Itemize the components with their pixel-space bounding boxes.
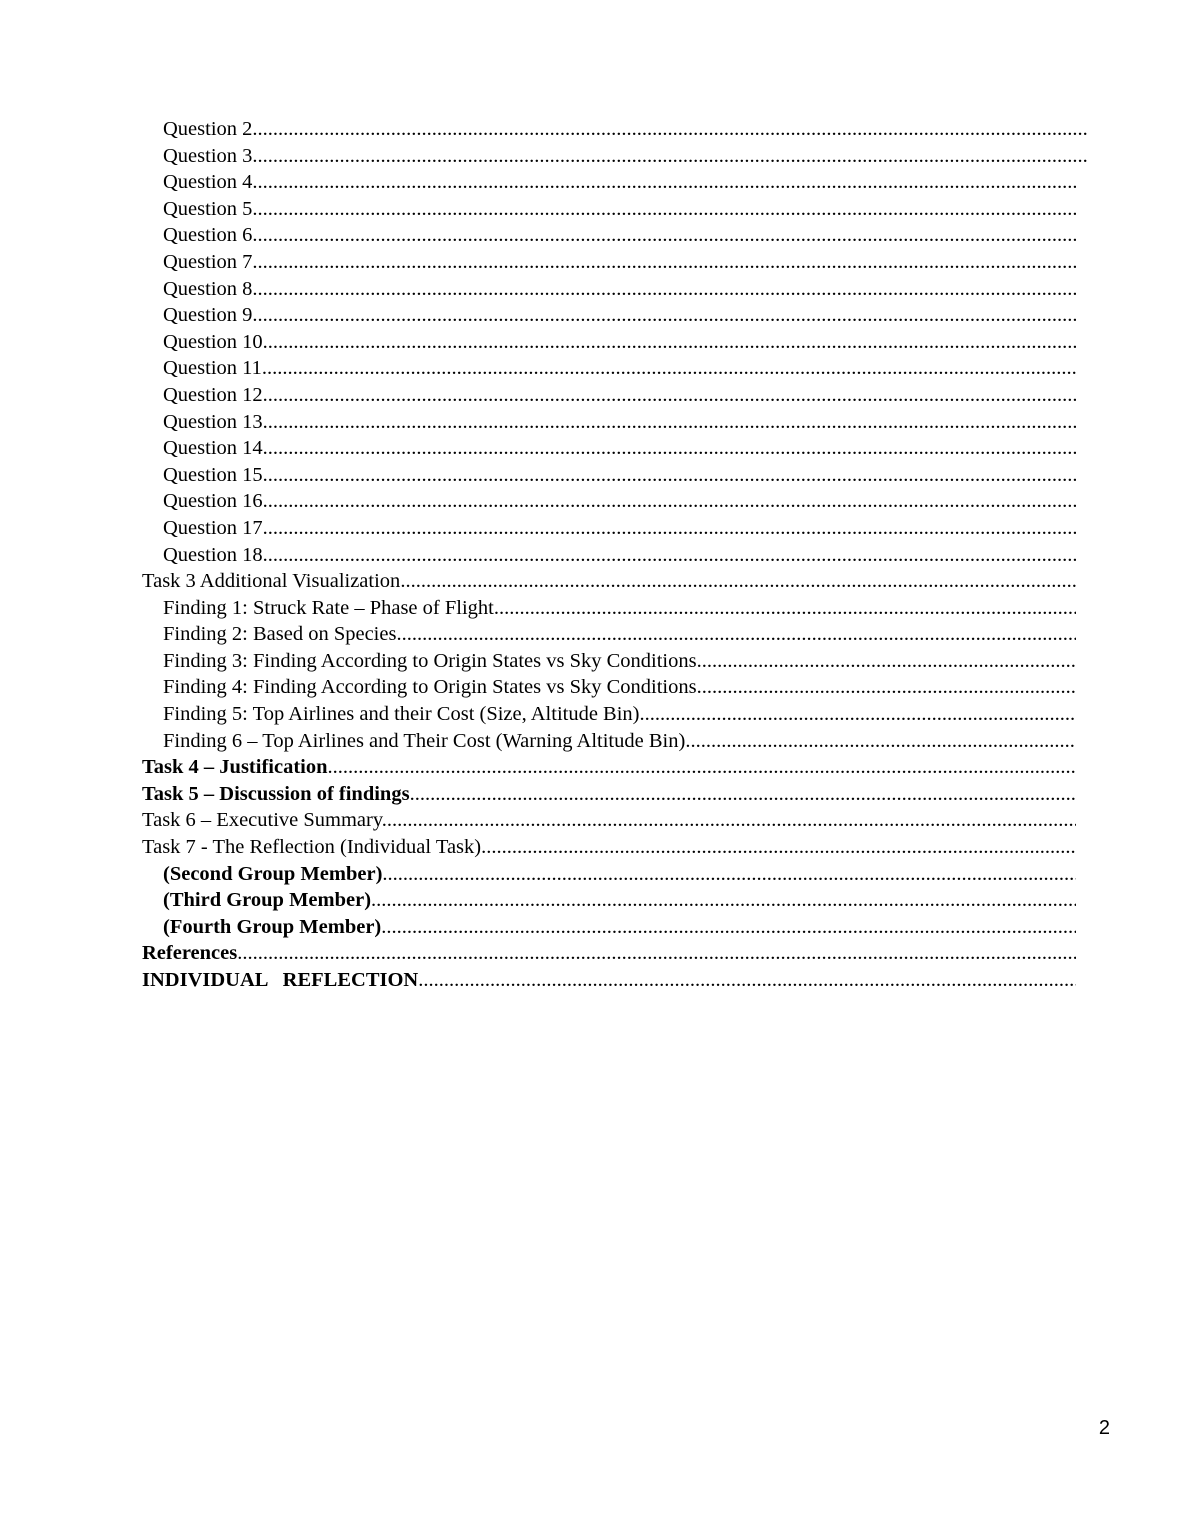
toc-entry-label: Question 14 ..... [163, 437, 1076, 459]
toc-entry-label: Question 18 ..... [163, 544, 1076, 566]
toc-entry-task-4[interactable] [142, 754, 1076, 781]
toc-entry-label: (Fourth Group Member) ..... [163, 916, 1076, 938]
toc-entry-label: INDIVIDUAL REFLECTION ..... [142, 969, 1076, 991]
toc-entry-finding-3[interactable] [142, 648, 1076, 675]
toc-entry-question-3[interactable] [142, 143, 1088, 170]
toc-entry-label: Finding 5: Top Airlines and their Cost (Size, Altitude Bin) ..... [163, 703, 1076, 725]
toc-entry-task-5[interactable] [142, 781, 1076, 808]
toc-entry-label: Finding 2: Based on Species ..... [163, 623, 1076, 645]
toc-entry-second-group-member[interactable] [142, 861, 1076, 888]
toc-entry-label: References ..... [142, 942, 1076, 964]
toc-entry-label: Finding 6 – Top Airlines and Their Cost (Warning Altitude Bin) ..... [163, 730, 1076, 752]
toc-entry-question-13[interactable] [142, 409, 1076, 436]
table-of-contents [142, 116, 1076, 994]
toc-entry-label: Task 7 - The Reflection (Individual Task) ..... [142, 836, 1076, 858]
toc-entry-label: Question 15 ..... [163, 464, 1076, 486]
toc-entry-label: Question 17 ..... [163, 517, 1076, 539]
toc-entry-label: Question 13 ..... [163, 411, 1076, 433]
toc-entry-finding-2[interactable] [142, 621, 1076, 648]
toc-entry-label: Question 10 ..... [163, 331, 1076, 353]
toc-entry-question-15[interactable] [142, 462, 1076, 489]
toc-entry-label: Question 7 ..... [163, 251, 1076, 273]
toc-entry-individual-reflection[interactable] [142, 967, 1076, 994]
page-number: 2 [1098, 1417, 1110, 1439]
toc-entry-question-8[interactable] [142, 276, 1076, 303]
toc-entry-label: Question 16 ..... [163, 490, 1076, 512]
toc-entry-label: (Second Group Member) ..... [163, 863, 1076, 885]
toc-entry-references[interactable] [142, 940, 1076, 967]
toc-entry-question-5[interactable] [142, 196, 1076, 223]
toc-entry-question-17[interactable] [142, 515, 1076, 542]
toc-entry-question-6[interactable] [142, 222, 1076, 249]
toc-entry-finding-5[interactable] [142, 701, 1076, 728]
toc-entry-question-7[interactable] [142, 249, 1076, 276]
toc-entry-task-6[interactable] [142, 807, 1076, 834]
toc-entry-label: Finding 4: Finding According to Origin States vs Sky Conditions ..... [163, 676, 1076, 698]
toc-entry-label: Question 9 ..... [163, 304, 1076, 326]
toc-entry-question-11[interactable] [142, 355, 1076, 382]
toc-entry-third-group-member[interactable] [142, 887, 1076, 914]
toc-entry-label: Question 11 ..... [163, 357, 1076, 379]
toc-entry-label: Task 6 – Executive Summary ..... [142, 809, 1076, 831]
toc-entry-label: Question 4 ..... [163, 171, 1076, 193]
toc-entry-task-3[interactable] [142, 568, 1076, 595]
toc-entry-question-16[interactable] [142, 488, 1076, 515]
toc-entry-label: Finding 3: Finding According to Origin States vs Sky Conditions ..... [163, 650, 1076, 672]
toc-entry-finding-6[interactable] [142, 728, 1076, 755]
toc-entry-label: Task 3 Additional Visualization ..... [142, 570, 1076, 592]
toc-entry-question-12[interactable] [142, 382, 1076, 409]
toc-entry-label: Question 2 ..... [163, 118, 1088, 140]
toc-entry-label: Task 5 – Discussion of findings ..... [142, 783, 1076, 805]
toc-entry-question-2[interactable] [142, 116, 1088, 143]
toc-entry-label: Question 6 ..... [163, 224, 1076, 246]
toc-entry-finding-4[interactable] [142, 674, 1076, 701]
toc-entry-label: Finding 1: Struck Rate – Phase of Flight ..... [163, 597, 1076, 619]
toc-entry-label: Question 12 ..... [163, 384, 1076, 406]
toc-entry-label: Task 4 – Justification ..... [142, 756, 1076, 778]
toc-entry-finding-1[interactable] [142, 595, 1076, 622]
toc-entry-question-14[interactable] [142, 435, 1076, 462]
toc-entry-question-4[interactable] [142, 169, 1076, 196]
toc-entry-label: Question 5 ..... [163, 198, 1076, 220]
toc-entry-fourth-group-member[interactable] [142, 914, 1076, 941]
toc-entry-question-9[interactable] [142, 302, 1076, 329]
toc-entry-label: (Third Group Member) ..... [163, 889, 1076, 911]
toc-entry-question-10[interactable] [142, 329, 1076, 356]
toc-entry-question-18[interactable] [142, 542, 1076, 569]
toc-entry-label: Question 8 ..... [163, 278, 1076, 300]
toc-entry-task-7[interactable] [142, 834, 1076, 861]
toc-entry-label: Question 3 ..... [163, 145, 1088, 167]
